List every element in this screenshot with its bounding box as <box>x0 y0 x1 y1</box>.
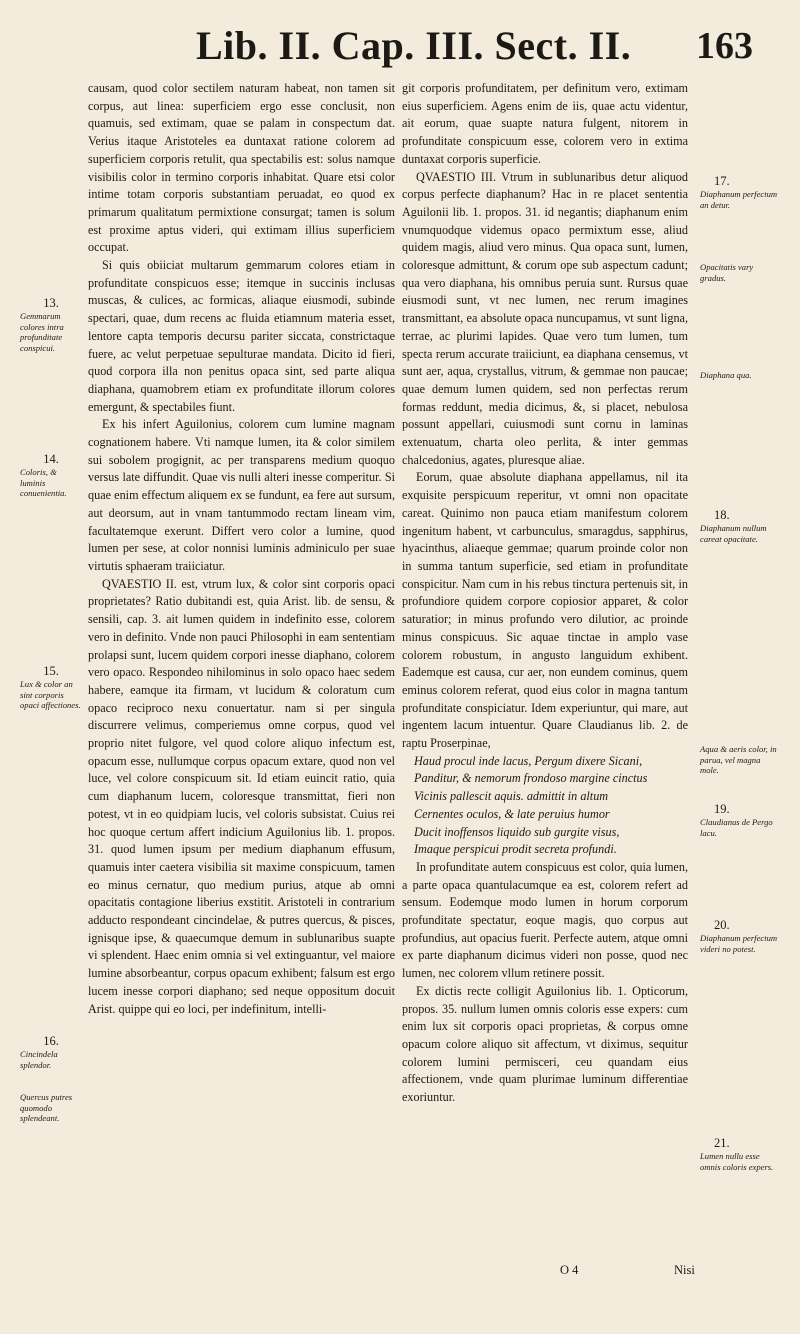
note-text: Cincindela splendor. <box>20 1049 58 1070</box>
verse-line: Ducit inoffensos liquido sub gurgite visus, <box>414 824 620 839</box>
note-text: Opacitatis vary gradus. <box>700 262 754 283</box>
paragraph: git corporis profunditatem, per definitum vero, extimam eius superficiem. Agens enim de iis, quae actu videntur, ait eorum, quae suapte natura fulgent, nitorem in profunditate conspicuum esse, colorem vero in extima duntaxat corporis superficie. <box>402 81 688 166</box>
note-number: 20. <box>714 918 730 932</box>
margin-note <box>700 1136 778 1172</box>
paragraph: causam, quod color sectilem naturam habeat, non tamen sit corpus, aut linea: superficiem ergo esse conclusit, non quamuis, sed extimam, quae se palam in conspectum dat. Verius itaque Aristoteles ea duntaxat ratione colorem ad superficiem corporis retulit, qua spectabilis est: solus namque visibilis color in termino corporis inhabitat. Quare etsi color intime totam corporis substantiam peruadat, eo quod ex primarum qualitatum permixtione consurgat; tamen is solum est proxime aptus videri, qui extimam illius superficiem occupat. <box>88 81 395 255</box>
note-text: Claudianus de Pergo lacu. <box>700 817 773 838</box>
margin-note <box>20 452 82 499</box>
note-text: Diaphanum perfectum an detur. <box>700 189 778 210</box>
page-number: 163 <box>696 25 753 67</box>
running-title: Lib. II. Cap. III. Sect. II. <box>196 23 632 68</box>
margin-note <box>700 370 778 381</box>
note-text: Coloris, & luminis conuenientia. <box>20 467 67 498</box>
verse-line: Haud procul inde lacus, Pergum dixere Sicani, <box>414 753 643 768</box>
note-number: 16. <box>43 1034 59 1048</box>
paragraph: QVAESTIO II. est, vtrum lux, & color sint corporis opaci proprietates? Ratio dubitandi est, quia Arist. lib. de sensu, & sensili, cap. 3. ait lumen quidem in indefinito esse, colorem vero in definito. Vnde non pauci Philosophi in eam sententiam prolapsi sunt, lucem quidem corpori inesse diaphano, colorem vero opaco. Respondeo nihilominus in solo opaco haec sedem habere, eamque ita firmam, vt lucidum & coloratum cum opaco reciproco nexu conuertatur. nam si per singula discurrere velimus, comperiemus omne corpus, quod vel proprio nitet fulgore, vel quod colore aliquo infectum est, opacum esse, nullumque corpus opacum extare, quod non vel luce, vel colore conspicuum sit. Id etiam euincit ratio, quia cum diaphanum lucem, coloresque transmittat, fieri non potest, vt in eo quidpiam lucis, vel coloris subsistat. Cuius rei hoc quoque certum affert indicium Aguilonius lib. 1. propos. 31. quod lumen ipsum per medium diaphanum effusum, quamuis inter caetera visibilia sit maxime conspicuum, tamen eo minus cernatur, quo medium purius, atque ab omni opacitatis contagione liberius exstitit. Aristoteli in contrarium adducto respondeant cincindelae, & putres quercus, & pisces, ignisque ipse, & quaecumque demum in sublunaribus suapte vi splendent. Haec enim omnia si vel extinguantur, vel maiore lumine absorbeantur, corpus opacum exhibent; falsum est ergo lucem inesse corpori diaphano; sed neque oppositum docuit Arist. quippe qui eo loci, per indefinitum, intelli- <box>88 576 395 1016</box>
note-text: Aqua & aeris color, in parua, vel magna mole. <box>700 744 777 775</box>
note-number: 19. <box>714 802 730 816</box>
verse-line: Vicinis pallescit aquis. admittit in altum <box>414 789 609 804</box>
margin-note <box>700 174 778 210</box>
margin-note <box>700 744 778 776</box>
margin-note <box>700 802 778 838</box>
paragraph: QVAESTIO III. Vtrum in sublunaribus detur aliquod corpus perfecte diaphanum? Hac in re placet sententia Aguilonii lib. 1. propos. 31. id negantis; diaphanum enim vnumquodque videmus opaco permixtum esse, aliud quidem magis, aliud vero minus. Qua opaca sunt, lumen, coloresque admittunt, & corum ope sub aspectum cadunt; qua vero diaphana, his omnibus peruia sunt. Rursus quae eiusmodi sunt, vt nec lumen, nec rerum imagines transmittant, ea absolute opaca nuncupamus, vt sunt ligna, terrae, ac plurimi lapides. Quae vero tum lumen, tum specta rerum accurate traiiciunt, ea diaphana censemus, vt sunt aer, aqua, crystallus, vitrum, & gemmae non paucae; quae demum lumen quidem, sed non perfectas rerum formas reddunt, media dicimus, &, si placet, nebulosa possunt appellari, cuiusmodi sunt cornu in laminas extenuatum, charta oleo perlita, & inter gemmas chalcedonius, agates, pluresque aliae. <box>402 169 688 467</box>
note-text: Diaphanum nullum careat opacitate. <box>700 523 767 544</box>
paragraph: Si quis obiiciat multarum gemmarum colores etiam in profunditate conspicuos esse; itemque in succinis inclusas muscas, & culices, ac formicas, aliaque eiusmodi, subinde spectari, quae, dum recens ac fluida etiamnum materia esset, lentore capta temporis decursu pariter siccata, constrictaque fuere, ac velut perpetuae sepulturae mandata. Dicito id fieri, quod corpora illa non penitus opaca sint, sed parte aliqua diaphana, quamobrem etiam ex profunditate illorum colores emergunt, & spectabiles fiunt. <box>88 258 395 414</box>
note-number: 14. <box>43 452 59 466</box>
verse-line: Panditur, & nemorum frondoso margine cinctus <box>414 771 648 786</box>
right-text-column <box>402 80 688 1107</box>
margin-note <box>20 664 82 711</box>
verse-line: Imaque perspicui prodit secreta profundi. <box>414 842 617 857</box>
verse-line: Cernentes oculos, & late peruius humor <box>414 806 610 821</box>
note-number: 13. <box>43 296 59 310</box>
left-text-column <box>88 80 395 1018</box>
note-number: 15. <box>43 664 59 678</box>
margin-note <box>700 508 778 544</box>
note-text: Lumen nullu esse omnis coloris expers. <box>700 1151 774 1172</box>
note-number: 18. <box>714 508 730 522</box>
catchword: Nisi <box>674 1263 695 1277</box>
paragraph: In profunditate autem conspicuus est color, quia lumen, a parte opaca quantulacumque ea est, colorem refert ad sensum. Eodemque modo lumen in horum corporum profunditate spectatur, eoque magis, quo corpus aut profundius, aut opacius fuerit. Perfecte autem, atque omni ex parte diaphanum dicimus videri non posse, quod nec lumen, nec colorem vllum retinere possit. <box>402 859 688 981</box>
note-text: Lux & color an sint corporis opaci affectiones. <box>20 679 81 710</box>
paragraph: Ex dictis recte colligit Aguilonius lib. 1. Opticorum, propos. 35. nullum lumen omnis coloris esse expers: cum enim lux sit corporis opaci proprietas, & corpus omne opacum colore aliquo sit affectum, vt diximus, sequitur colorem lumini permisceri, ceu quandam eius affectionem, vnde quam plurimae luminum differentiae exoriuntur. <box>402 983 688 1105</box>
margin-note <box>700 262 778 283</box>
note-number: 21. <box>714 1136 730 1150</box>
margin-note <box>700 918 778 954</box>
paragraph: Ex his infert Aguilonius, colorem cum lumine magnam cognationem habere. Vti namque lumen, ita & color similem sui sobolem progignit, ac per transparens medium quoquo versus late diffundit. Quae vis nulli alteri inesse comperitur. Si quae enim effectum aliquem ex se fundunt, ea fere aut sursum, aut deorsum, aut in vnam tantummodo rectam lineam vim, facultatemque exerunt. Differt vero color a lumine, quod lumen per sese, at color nonnisi luminis adminiculo per suae virtutis sphaeram traiiciatur. <box>88 417 395 573</box>
signature-mark: O 4 <box>560 1263 579 1277</box>
note-text: Gemmarum colores intra profunditate conspicui. <box>20 311 64 353</box>
note-text: Diaphana qua. <box>700 370 752 380</box>
margin-note <box>20 296 82 353</box>
note-number: 17. <box>714 174 730 188</box>
note-text: Diaphanum perfectum videri no potest. <box>700 933 778 954</box>
note-text: Quercus putres quomodo splendeant. <box>20 1092 73 1123</box>
verse-quotation <box>402 753 688 859</box>
margin-note <box>20 1034 82 1070</box>
paragraph: Eorum, quae absolute diaphana appellamus, nil ita exquisite perspicuum reperitur, vt omni non opacitate careat. Quinimo non pauca etiam manifestum colorem ingenitum habent, vt carbunculus, smaragdus, sapphirus, hyacinthus, aliaeque gemmae; quarum proinde color non in summa tantum superficie, sed etiam in profunditate conspicitur. Nam cum in his rebus tinctura pertenuis sit, in profundiore quidem corpore copiosior apparet, & color saturatior; in minus profundo vero dilutior, ac proinde minus conspicuus. Sic aquae tinctae in amplo vase colorem robustum, in angusto languidum exhibent. Eademque est causa, cur aer, non eundem cominus, quem eminus colorem referat, quod eius color in magna tantum profunditate conspiciatur. Idem experiuntur, qui mare, aut ingentem lacum intuentur. Quare Claudianus lib. 2. de raptu Proserpinae, <box>402 470 688 751</box>
running-header <box>0 22 800 76</box>
margin-note <box>20 1092 82 1124</box>
